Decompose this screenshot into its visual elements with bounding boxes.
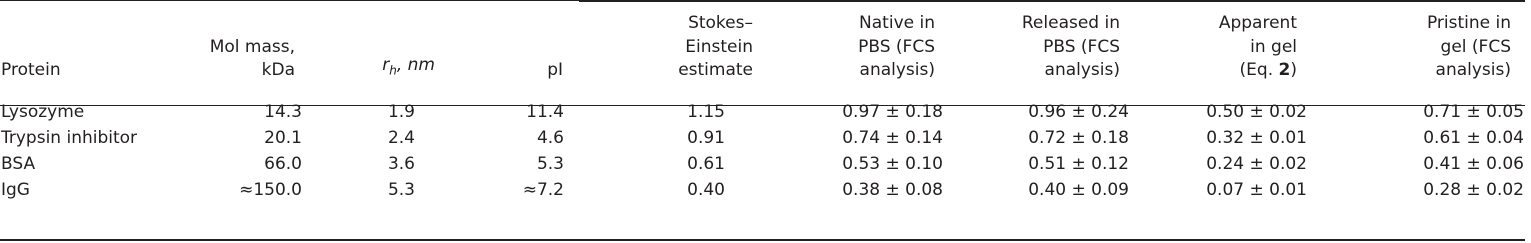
cell-protein: IgG [1, 179, 30, 200]
cell-stokes-einstein: 0.61 [687, 153, 725, 174]
header-pi: pI [547, 60, 563, 80]
bottom-rule [0, 239, 1525, 241]
cell-pristine: 0.28 ± 0.02 [1423, 179, 1524, 200]
table-row [0, 89, 1525, 125]
cell-mol-mass: 14.3 [264, 101, 302, 122]
cell-pristine: 0.71 ± 0.05 [1423, 101, 1524, 122]
cell-apparent: 0.32 ± 0.01 [1206, 127, 1307, 148]
cell-rh: 1.9 [387, 101, 415, 122]
table-row [0, 151, 1525, 177]
cell-protein: Trypsin inhibitor [1, 127, 138, 148]
cell-released: 0.40 ± 0.09 [1028, 179, 1129, 200]
cell-protein: BSA [1, 153, 36, 174]
cell-rh: 2.4 [387, 127, 415, 148]
cell-released: 0.51 ± 0.12 [1028, 153, 1129, 174]
table-row [0, 177, 1525, 203]
cell-stokes-einstein: 0.91 [687, 127, 725, 148]
table-row [0, 125, 1525, 151]
cell-pi: 5.3 [536, 153, 564, 174]
header-protein: Protein [1, 60, 61, 80]
cell-pristine: 0.61 ± 0.04 [1423, 127, 1524, 148]
cell-native: 0.53 ± 0.10 [842, 153, 943, 174]
cell-pi: ≈7.2 [522, 179, 564, 200]
cell-released: 0.72 ± 0.18 [1028, 127, 1129, 148]
cell-rh: 3.6 [387, 153, 415, 174]
cell-stokes-einstein: 1.15 [687, 101, 725, 122]
cell-mol-mass: 66.0 [264, 153, 302, 174]
cell-native: 0.97 ± 0.18 [842, 101, 943, 122]
cell-pi: 4.6 [536, 127, 564, 148]
header-native-pbs: Native in PBS (FCS analysis) [858, 13, 935, 80]
header-hydrodynamic-radius: $r_h$, nm [382, 54, 435, 77]
cell-released: 0.96 ± 0.24 [1028, 101, 1129, 122]
cell-pristine: 0.41 ± 0.06 [1423, 153, 1524, 174]
cell-mol-mass: 20.1 [264, 127, 302, 148]
cell-apparent: 0.07 ± 0.01 [1206, 179, 1307, 200]
cell-native: 0.74 ± 0.14 [842, 127, 943, 148]
header-released-pbs: Released in PBS (FCS analysis) [1021, 13, 1120, 80]
header-pristine-in-gel: Pristine in gel (FCS analysis) [1426, 13, 1511, 80]
cell-protein: Lysozyme [1, 101, 85, 122]
cell-stokes-einstein: 0.40 [687, 179, 725, 200]
cell-pi: 11.4 [526, 101, 564, 122]
header-row [0, 0, 1525, 89]
cell-apparent: 0.24 ± 0.02 [1206, 153, 1307, 174]
header-apparent-in-gel: Apparent in gel (Eq. 2) [1218, 13, 1297, 80]
cell-apparent: 0.50 ± 0.02 [1206, 101, 1307, 122]
header-mol-mass: Mol mass, kDa [209, 36, 295, 80]
cell-mol-mass: ≈150.0 [239, 179, 302, 200]
cell-rh: 5.3 [387, 179, 415, 200]
header-stokes-einstein: Stokes– Einstein estimate [678, 13, 753, 80]
cell-native: 0.38 ± 0.08 [842, 179, 943, 200]
